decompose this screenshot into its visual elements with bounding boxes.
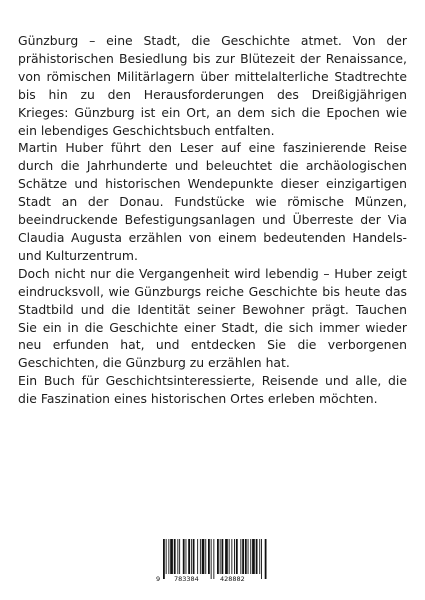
barcode-bar bbox=[220, 539, 221, 574]
blurb-paragraph-2: Martin Huber führt den Leser auf eine faszinierende Reise durch die Jahrhunderte und beleuchtet die archäologischen Schätze und historischen Wendepunkte dieser einzigartigen Stadt an der Donau. Fundstücke wie römische Münzen, beeindruckende Befestigungsanlagen und Überreste der Via Claudia Augusta erzählen von einem bedeutenden Handels- und Kulturzentrum. bbox=[18, 140, 407, 263]
barcode-bar bbox=[191, 539, 192, 574]
barcode-bar bbox=[225, 539, 228, 574]
blurb-paragraph-1: Günzburg – eine Stadt, die Geschichte atmet. Von der prähistorischen Besiedlung bis zur Blütezeit der Renaissance, von römischen Militärlagern über mittelalterliche Stadtrechte bis hin zu den Herausforderungen des Dreißigjährigen Krieges: Günzburg ist ein Ort, an dem sich die Epochen wie ein lebendiges Geschichtsbuch entfalten. bbox=[18, 33, 407, 138]
barcode-bar bbox=[245, 539, 247, 574]
barcode-bar bbox=[200, 539, 201, 574]
barcode-bar bbox=[242, 539, 244, 574]
blurb-paragraph-3: Doch nicht nur die Vergangenheit wird lebendig – Huber zeigt eindrucksvoll, wie Günzburgs reiche Geschichte bis heute das Stadtbild und die Identität seiner Bewohner prägt. Tauchen Sie ein in die Geschichte einer Stadt, die sich immer wieder neu erfunden hat, und entdecken Sie die verborgenen Geschichten, die Günzburg zu erzählen hat. bbox=[18, 265, 407, 371]
barcode-bar bbox=[168, 539, 169, 574]
barcode-bar bbox=[256, 539, 258, 574]
barcode-bar bbox=[183, 539, 185, 574]
barcode-bar bbox=[174, 539, 176, 574]
barcode-bar bbox=[179, 539, 180, 574]
barcode-bar bbox=[217, 539, 219, 574]
barcode-bar bbox=[213, 539, 214, 579]
barcode-bar bbox=[265, 539, 267, 579]
barcode-bar bbox=[229, 539, 230, 574]
barcode-bar bbox=[197, 539, 198, 574]
blurb-text bbox=[18, 32, 407, 408]
barcode-bar bbox=[163, 539, 165, 579]
barcode-digits bbox=[155, 574, 271, 584]
barcode-bar bbox=[248, 539, 249, 574]
barcode-bar bbox=[234, 539, 235, 574]
barcode-bar bbox=[188, 539, 190, 574]
barcode-right-group: 428882 bbox=[220, 575, 245, 583]
barcode-bar bbox=[231, 539, 232, 574]
barcode-bar bbox=[170, 539, 173, 574]
barcode-bar bbox=[222, 539, 224, 574]
barcode-bar bbox=[208, 539, 210, 574]
barcode-bar bbox=[177, 539, 178, 574]
blurb-paragraph-4: Ein Buch für Geschichtsinteressierte, Reisende und alle, die die Faszination eines historischen Ortes erleben möchten. bbox=[18, 373, 407, 407]
barcode-bar bbox=[261, 539, 262, 579]
barcode-bar bbox=[211, 539, 212, 579]
barcode-left-group: 783384 bbox=[174, 575, 199, 583]
barcode-bar bbox=[236, 539, 238, 574]
barcode-bar bbox=[186, 539, 187, 574]
barcode-bar bbox=[205, 539, 206, 574]
barcode-bar bbox=[202, 539, 205, 574]
isbn-barcode bbox=[155, 536, 271, 586]
barcode-bar bbox=[193, 539, 195, 574]
barcode-bar bbox=[166, 539, 167, 574]
barcode-bar bbox=[250, 539, 251, 574]
barcode-bar bbox=[259, 539, 260, 574]
barcode-bar bbox=[240, 539, 241, 574]
barcode-bar bbox=[252, 539, 255, 574]
barcode-prefix-digit: 9 bbox=[156, 575, 161, 583]
